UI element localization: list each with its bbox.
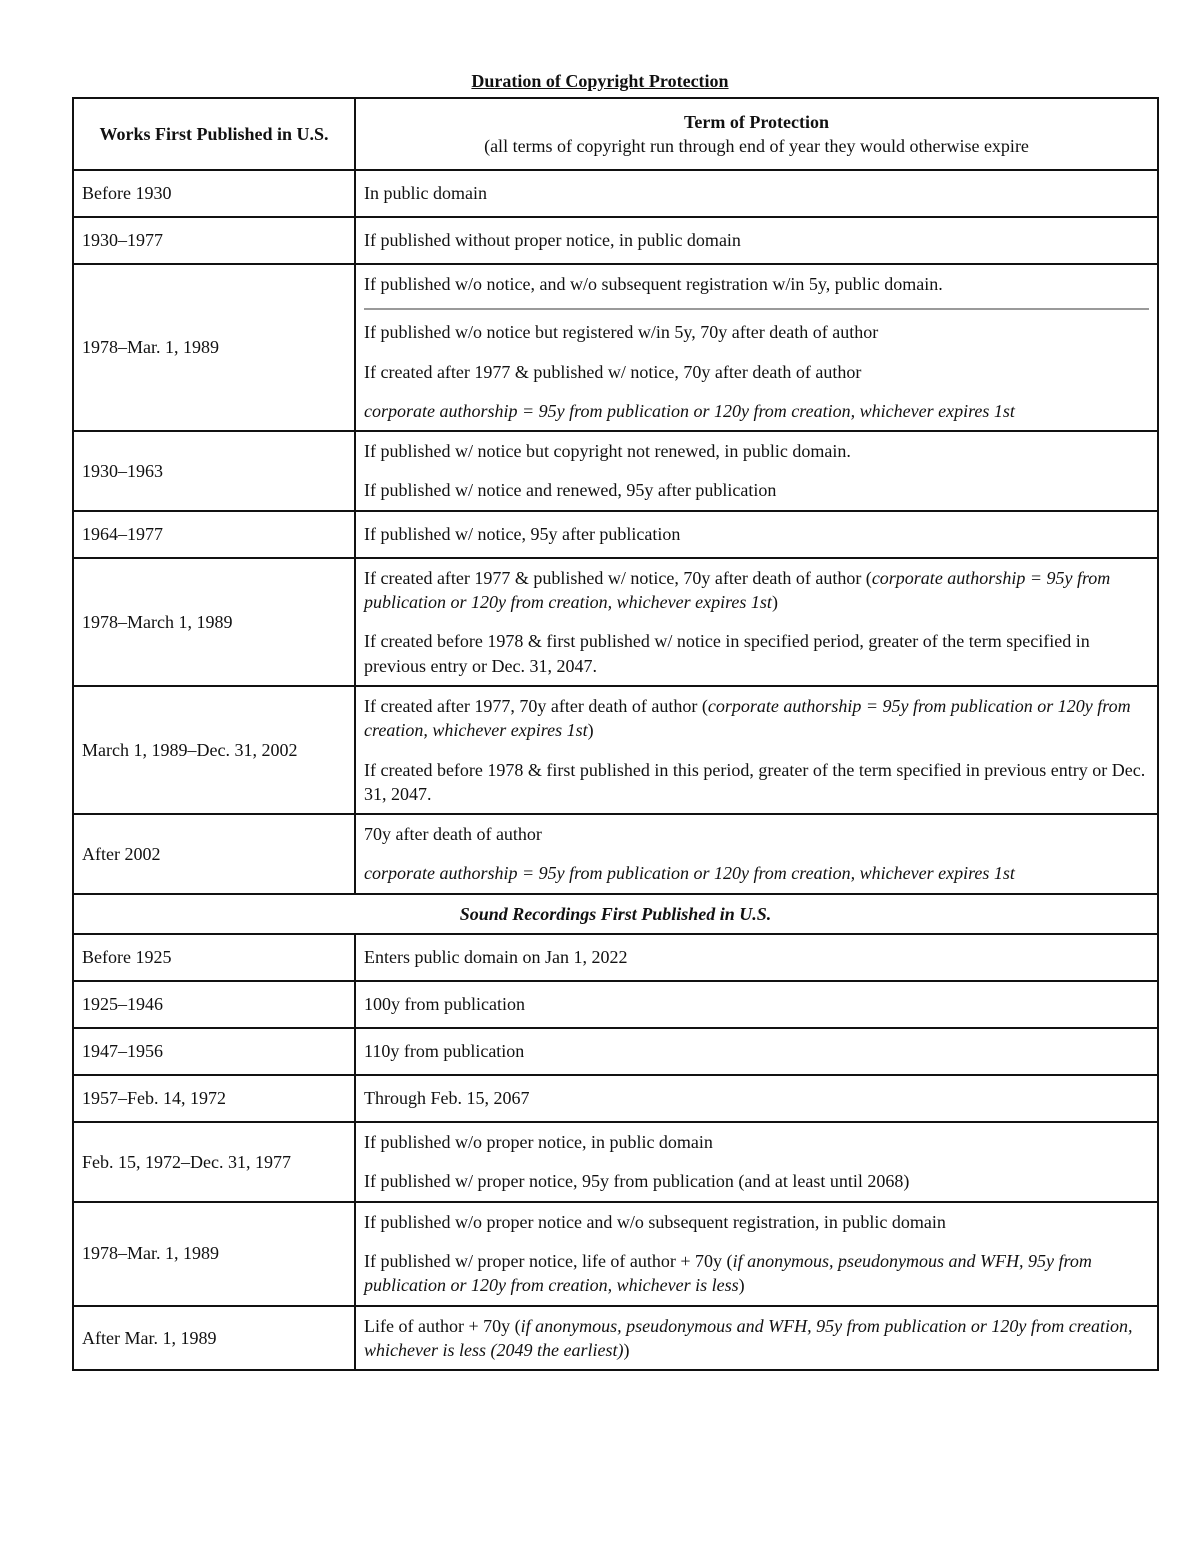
term-text: If created before 1978 & first published in this period, greater of the term specified in previous entry or Dec. 31, 2047. xyxy=(364,759,1146,804)
term-paragraph xyxy=(364,822,1149,846)
term-italic-note: corporate authorship = 95y from publication or 120y from creation, whichever expires 1st xyxy=(364,863,1015,884)
term-cell xyxy=(355,264,1158,431)
term-italic-note: if anonymous, pseudonymous and WFH, 95y from publication or 120y from creation, whichever is less xyxy=(364,1250,1092,1296)
divider xyxy=(364,308,1149,310)
sound-recordings-heading: Sound Recordings First Published in U.S. xyxy=(73,894,1158,934)
term-paragraph xyxy=(364,1249,1149,1298)
term-text-end: ) xyxy=(587,720,594,741)
term-text: If created before 1978 & first published w/ notice in specified period, greater of the term specified in previous entry or Dec. 31, 2047. xyxy=(364,631,1090,676)
table-header-row xyxy=(73,98,1158,170)
term-text: If published w/ notice but copyright not renewed, in public domain. xyxy=(364,441,851,462)
term-cell xyxy=(355,1028,1158,1075)
term-text: 110y from publication xyxy=(364,1041,525,1062)
period-cell: 1957–Feb. 14, 1972 xyxy=(73,1075,355,1122)
term-cell xyxy=(355,1075,1158,1122)
period-cell: Before 1930 xyxy=(73,170,355,217)
term-text-end: ) xyxy=(738,1275,745,1296)
term-paragraph xyxy=(364,522,1149,546)
header-term-label: Term of Protection xyxy=(684,111,829,132)
table-row xyxy=(73,1202,1158,1306)
term-text: If published w/o proper notice and w/o subsequent registration, in public domain xyxy=(364,1211,946,1232)
term-italic-note: if anonymous, pseudonymous and WFH, 95y from publication or 120y from creation, whichever is less (2049 the earliest) xyxy=(364,1315,1133,1360)
term-paragraph xyxy=(364,945,1149,969)
term-italic-note: corporate authorship = 95y from publication or 120y from creation, whichever expires 1st xyxy=(364,695,1131,741)
term-cell xyxy=(355,1122,1158,1202)
term-paragraph xyxy=(364,694,1149,743)
period-cell: Before 1925 xyxy=(73,934,355,981)
term-paragraph xyxy=(364,181,1149,205)
term-paragraph xyxy=(364,1210,1149,1234)
term-text: If published w/ notice, 95y after publication xyxy=(364,524,681,545)
header-works-column: Works First Published in U.S. xyxy=(73,98,355,170)
term-paragraph xyxy=(364,861,1149,885)
term-paragraph xyxy=(364,320,1149,344)
table-row xyxy=(73,217,1158,264)
term-text: If published w/ notice and renewed, 95y after publication xyxy=(364,480,777,501)
term-cell xyxy=(355,217,1158,264)
term-cell xyxy=(355,934,1158,981)
table-row xyxy=(73,264,1158,431)
term-paragraph xyxy=(364,1314,1149,1363)
term-paragraph xyxy=(364,360,1149,384)
term-cell xyxy=(355,981,1158,1028)
period-cell: 1964–1977 xyxy=(73,511,355,558)
term-paragraph xyxy=(364,629,1149,678)
term-cell xyxy=(355,431,1158,511)
section-heading-row xyxy=(73,894,1158,934)
term-text: If created after 1977 & published w/ notice, 70y after death of author xyxy=(364,361,862,382)
period-cell: Feb. 15, 1972–Dec. 31, 1977 xyxy=(73,1122,355,1202)
copyright-duration-table xyxy=(72,97,1159,1371)
period-cell: 1925–1946 xyxy=(73,981,355,1028)
period-cell: After Mar. 1, 1989 xyxy=(73,1306,355,1371)
table-row xyxy=(73,686,1158,814)
term-paragraph xyxy=(364,478,1149,502)
term-cell xyxy=(355,1306,1158,1371)
term-text-end: ) xyxy=(771,592,778,613)
period-cell: 1978–Mar. 1, 1989 xyxy=(73,1202,355,1306)
term-italic-note: corporate authorship = 95y from publication or 120y from creation, whichever expires 1st xyxy=(364,400,1015,421)
term-text: Through Feb. 15, 2067 xyxy=(364,1088,530,1109)
term-text: If created after 1977, 70y after death of author ( xyxy=(364,695,708,716)
header-term-note: (all terms of copyright run through end of year they would otherwise expire xyxy=(484,136,1029,156)
table-row xyxy=(73,511,1158,558)
term-paragraph xyxy=(364,439,1149,463)
table-row xyxy=(73,814,1158,894)
term-paragraph xyxy=(364,758,1149,807)
term-paragraph xyxy=(364,272,1149,296)
term-cell xyxy=(355,170,1158,217)
term-text: If published w/ proper notice, life of author + 70y ( xyxy=(364,1250,733,1271)
period-cell: 1930–1963 xyxy=(73,431,355,511)
table-row xyxy=(73,431,1158,511)
term-text: If published w/ proper notice, 95y from publication (and at least until 2068) xyxy=(364,1171,910,1192)
page-title: Duration of Copyright Protection xyxy=(471,71,729,91)
term-cell xyxy=(355,1202,1158,1306)
term-paragraph xyxy=(364,1169,1149,1193)
table-row xyxy=(73,1075,1158,1122)
term-paragraph xyxy=(364,1039,1149,1063)
term-text: 100y from publication xyxy=(364,994,525,1015)
period-cell: 1930–1977 xyxy=(73,217,355,264)
term-text: In public domain xyxy=(364,183,487,204)
header-term-column xyxy=(355,98,1158,170)
term-paragraph xyxy=(364,399,1149,423)
term-text: 70y after death of author xyxy=(364,824,542,845)
term-paragraph xyxy=(364,1130,1149,1154)
term-italic-note: corporate authorship = 95y from publication or 120y from creation, whichever expires 1st xyxy=(364,567,1111,613)
term-cell xyxy=(355,814,1158,894)
table-row xyxy=(73,981,1158,1028)
term-text: If created after 1977 & published w/ notice, 70y after death of author ( xyxy=(364,567,872,588)
period-cell: 1978–Mar. 1, 1989 xyxy=(73,264,355,431)
term-cell xyxy=(355,511,1158,558)
table-row xyxy=(73,934,1158,981)
term-text: If published w/o proper notice, in public domain xyxy=(364,1132,713,1153)
term-cell xyxy=(355,558,1158,686)
term-text: Enters public domain on Jan 1, 2022 xyxy=(364,947,628,968)
table-row xyxy=(73,1306,1158,1371)
term-text: Life of author + 70y ( xyxy=(364,1315,521,1336)
table-row xyxy=(73,1122,1158,1202)
table-row xyxy=(73,170,1158,217)
table-row xyxy=(73,558,1158,686)
term-text-end: ) xyxy=(623,1339,630,1360)
term-paragraph xyxy=(364,992,1149,1016)
term-text: If published w/o notice, and w/o subsequent registration w/in 5y, public domain. xyxy=(364,274,943,294)
term-text: If published without proper notice, in public domain xyxy=(364,230,741,251)
term-paragraph xyxy=(364,1086,1149,1110)
term-paragraph xyxy=(364,566,1149,615)
period-cell: March 1, 1989–Dec. 31, 2002 xyxy=(73,686,355,814)
term-paragraph xyxy=(364,228,1149,252)
table-row xyxy=(73,1028,1158,1075)
period-cell: 1947–1956 xyxy=(73,1028,355,1075)
period-cell: 1978–March 1, 1989 xyxy=(73,558,355,686)
period-cell: After 2002 xyxy=(73,814,355,894)
term-text: If published w/o notice but registered w/in 5y, 70y after death of author xyxy=(364,322,879,343)
term-cell xyxy=(355,686,1158,814)
